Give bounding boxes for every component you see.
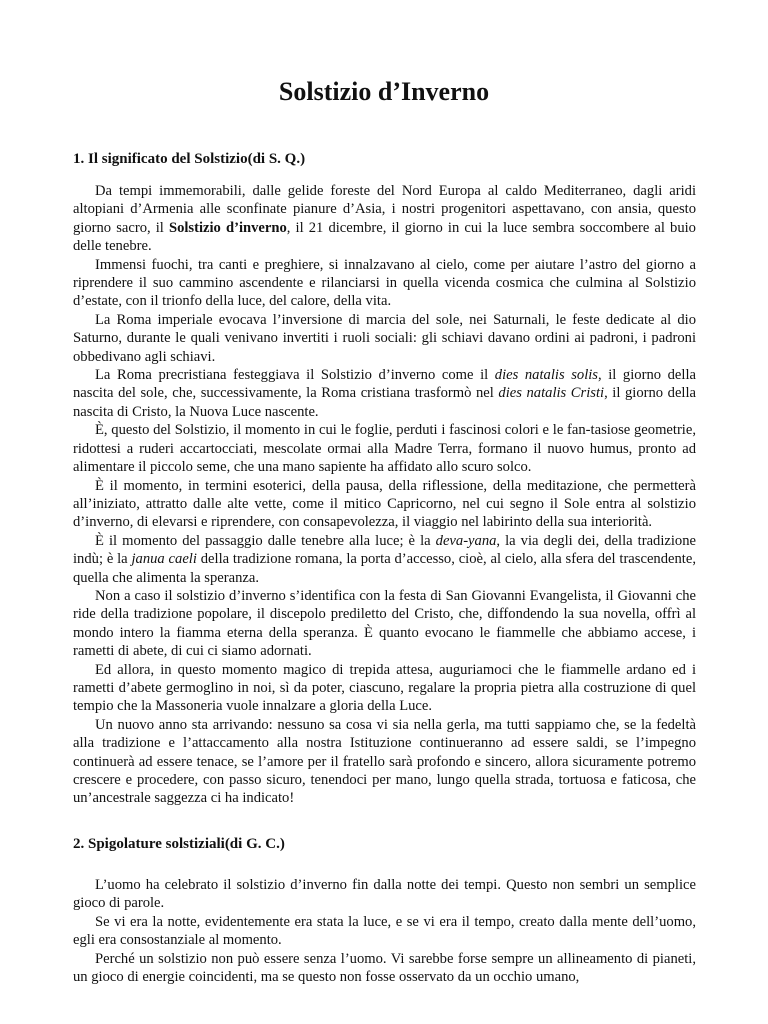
paragraph [73,913,696,950]
paragraph-text: della tradizione romana, la porta d’accesso, cioè, al cielo, alla sfera del trascendente, quella che alimenta la speranza. [73,551,696,586]
paragraph [73,421,696,476]
paragraph-text: Ed allora, in questo momento magico di trepida attesa, auguriamoci che le fiammelle ardano ed i rametti d’abete germoglino in noi, sì da poter, ciascuno, regalare la propria pietra alla costruzione di quel tempio che la Massoneria vuole innalzare a gloria della Luce. [73,661,696,715]
section-1-heading: 1. Il significato del Solstizio(di S. Q.) [73,151,306,167]
paragraph-text: Da tempi immemorabili, dalle gelide foreste del Nord Europa al caldo Mediterraneo, dagli aridi altopiani d’Armenia alle sconfinate pianure d’Asia, i nostri progenitori aspettavano, con ansia, questo giorno sacro, il [73,183,696,236]
paragraph-text: Perché un solstizio non può essere senza l’uomo. Vi sarebbe forse sempre un allineamento di pianeti, un gioco di energie coincidenti, ma se questo non fosse osservato da un occhio umano, [73,950,696,986]
document-title: Solstizio d’Inverno [278,77,490,106]
paragraph-text: , il 21 dicembre, il giorno in cui la luce sembra soccombere al buio delle tenebre. [73,219,696,255]
paragraph [73,256,696,311]
paragraph-text: Non a caso il solstizio d’inverno s’identifica con la festa di San Giovanni Evangelista, il Giovanni che ride della tradizione popolare, il discepolo prediletto del Cristo, che, diffondendo la sua novella, offrì al mondo intero la fiamma eterna della speranza. È quanto evocano le fiammelle che abbiamo accese, i rametti di abete, di cui ci siamo adornati. [73,587,696,660]
paragraph-text: , la via degli dei, della tradizione indù; è la [73,532,696,568]
section-2-body [73,876,696,986]
paragraph-text: , il giorno della nascita del sole, che, successivamente, la Roma cristiana trasformò nel [73,367,696,402]
paragraph-text: La Roma imperiale evocava l’inversione di marcia del sole, nei Saturnali, le feste dedicate al dio Saturno, durante le quali venivano invertiti i ruoli sociali: gli schiavi davano ordini ai padroni, i padroni obbedivano agli schiavi. [73,311,696,365]
paragraph-text: È il momento del passaggio dalle tenebre alla luce; è la [95,532,436,549]
paragraph-bold-text: Solstizio d’inverno [168,219,287,236]
paragraph [73,661,696,716]
paragraph [73,477,696,532]
paragraph-italic-text: dies natalis solis [494,367,598,384]
paragraph [73,950,696,987]
paragraph-text: La Roma precristiana festeggiava il Solstizio d’inverno come il [95,367,495,384]
paragraph [73,716,696,808]
paragraph-text: Immensi fuochi, tra canti e preghiere, si innalzavano al cielo, come per aiutare l’astro del giorno a riprendere il suo cammino ascendente e rilanciarsi in quella vicenda cosmica che culmina al Solstizio d’estate, con il trionfo della luce, del calore, della vita. [73,256,696,310]
paragraph [73,182,696,256]
paragraph [73,587,696,661]
paragraph-text: , il giorno della nascita di Cristo, la Nuova Luce nascente. [73,385,697,420]
paragraph-italic-text: janua caeli [131,551,197,568]
paragraph [73,876,696,913]
paragraph-text: L’uomo ha celebrato il solstizio d’inverno fin dalla notte dei tempi. Questo non sembri un semplice gioco di parole. [73,877,696,912]
section-1-body [73,182,696,808]
paragraph [73,366,696,421]
paragraph-text: Un nuovo anno sta arrivando: nessuno sa cosa vi sia nella gerla, ma tutti sappiamo che, se la fedeltà alla tradizione e l’attaccamento alla nostra Istituzione continueranno ad essere saldi, se l’impegno continuerà ad essere tenace, se l’amore per il fratello sarà profondo e sincero, allora sicuramente potremo crescere e procedere, con passo sicuro, tenendoci per mano, lungo quella strada, tortuosa e faticosa, che un’ancestrale saggezza ci ha indicato! [73,716,696,807]
paragraph-text: È, questo del Solstizio, il momento in cui le foglie, perduti i fascinosi colori e le fan-tasiose geometrie, ridottesi a ruderi accartocciati, mescolate ormai alla Madre Terra, formano il nuovo humus, pronto ad alimentare il piccolo seme, che una mano sapiente ha affidato allo scuro solco. [73,422,696,476]
paragraph-italic-text: deva-yana [435,532,497,549]
paragraph [73,311,696,366]
paragraph [73,532,696,587]
paragraph-text: È il momento, in termini esoterici, della pausa, della riflessione, della meditazione, che permetterà all’iniziato, attratto dalle alte vette, come il mitico Capricorno, nel cui segno il Sole entra al solstizio d’inverno, di elevarsi e riprendere, con consapevolezza, il viaggio nel labirinto della sua interiorità. [73,477,696,531]
section-2-heading: 2. Spigolature solstiziali(di G. C.) [73,836,285,852]
paragraph-italic-text: dies natalis Cristi [498,385,605,402]
paragraph-text: Se vi era la notte, evidentemente era stata la luce, e se vi era il tempo, creato dalla mente dell’uomo, egli era consostanziale al momento. [73,913,696,949]
